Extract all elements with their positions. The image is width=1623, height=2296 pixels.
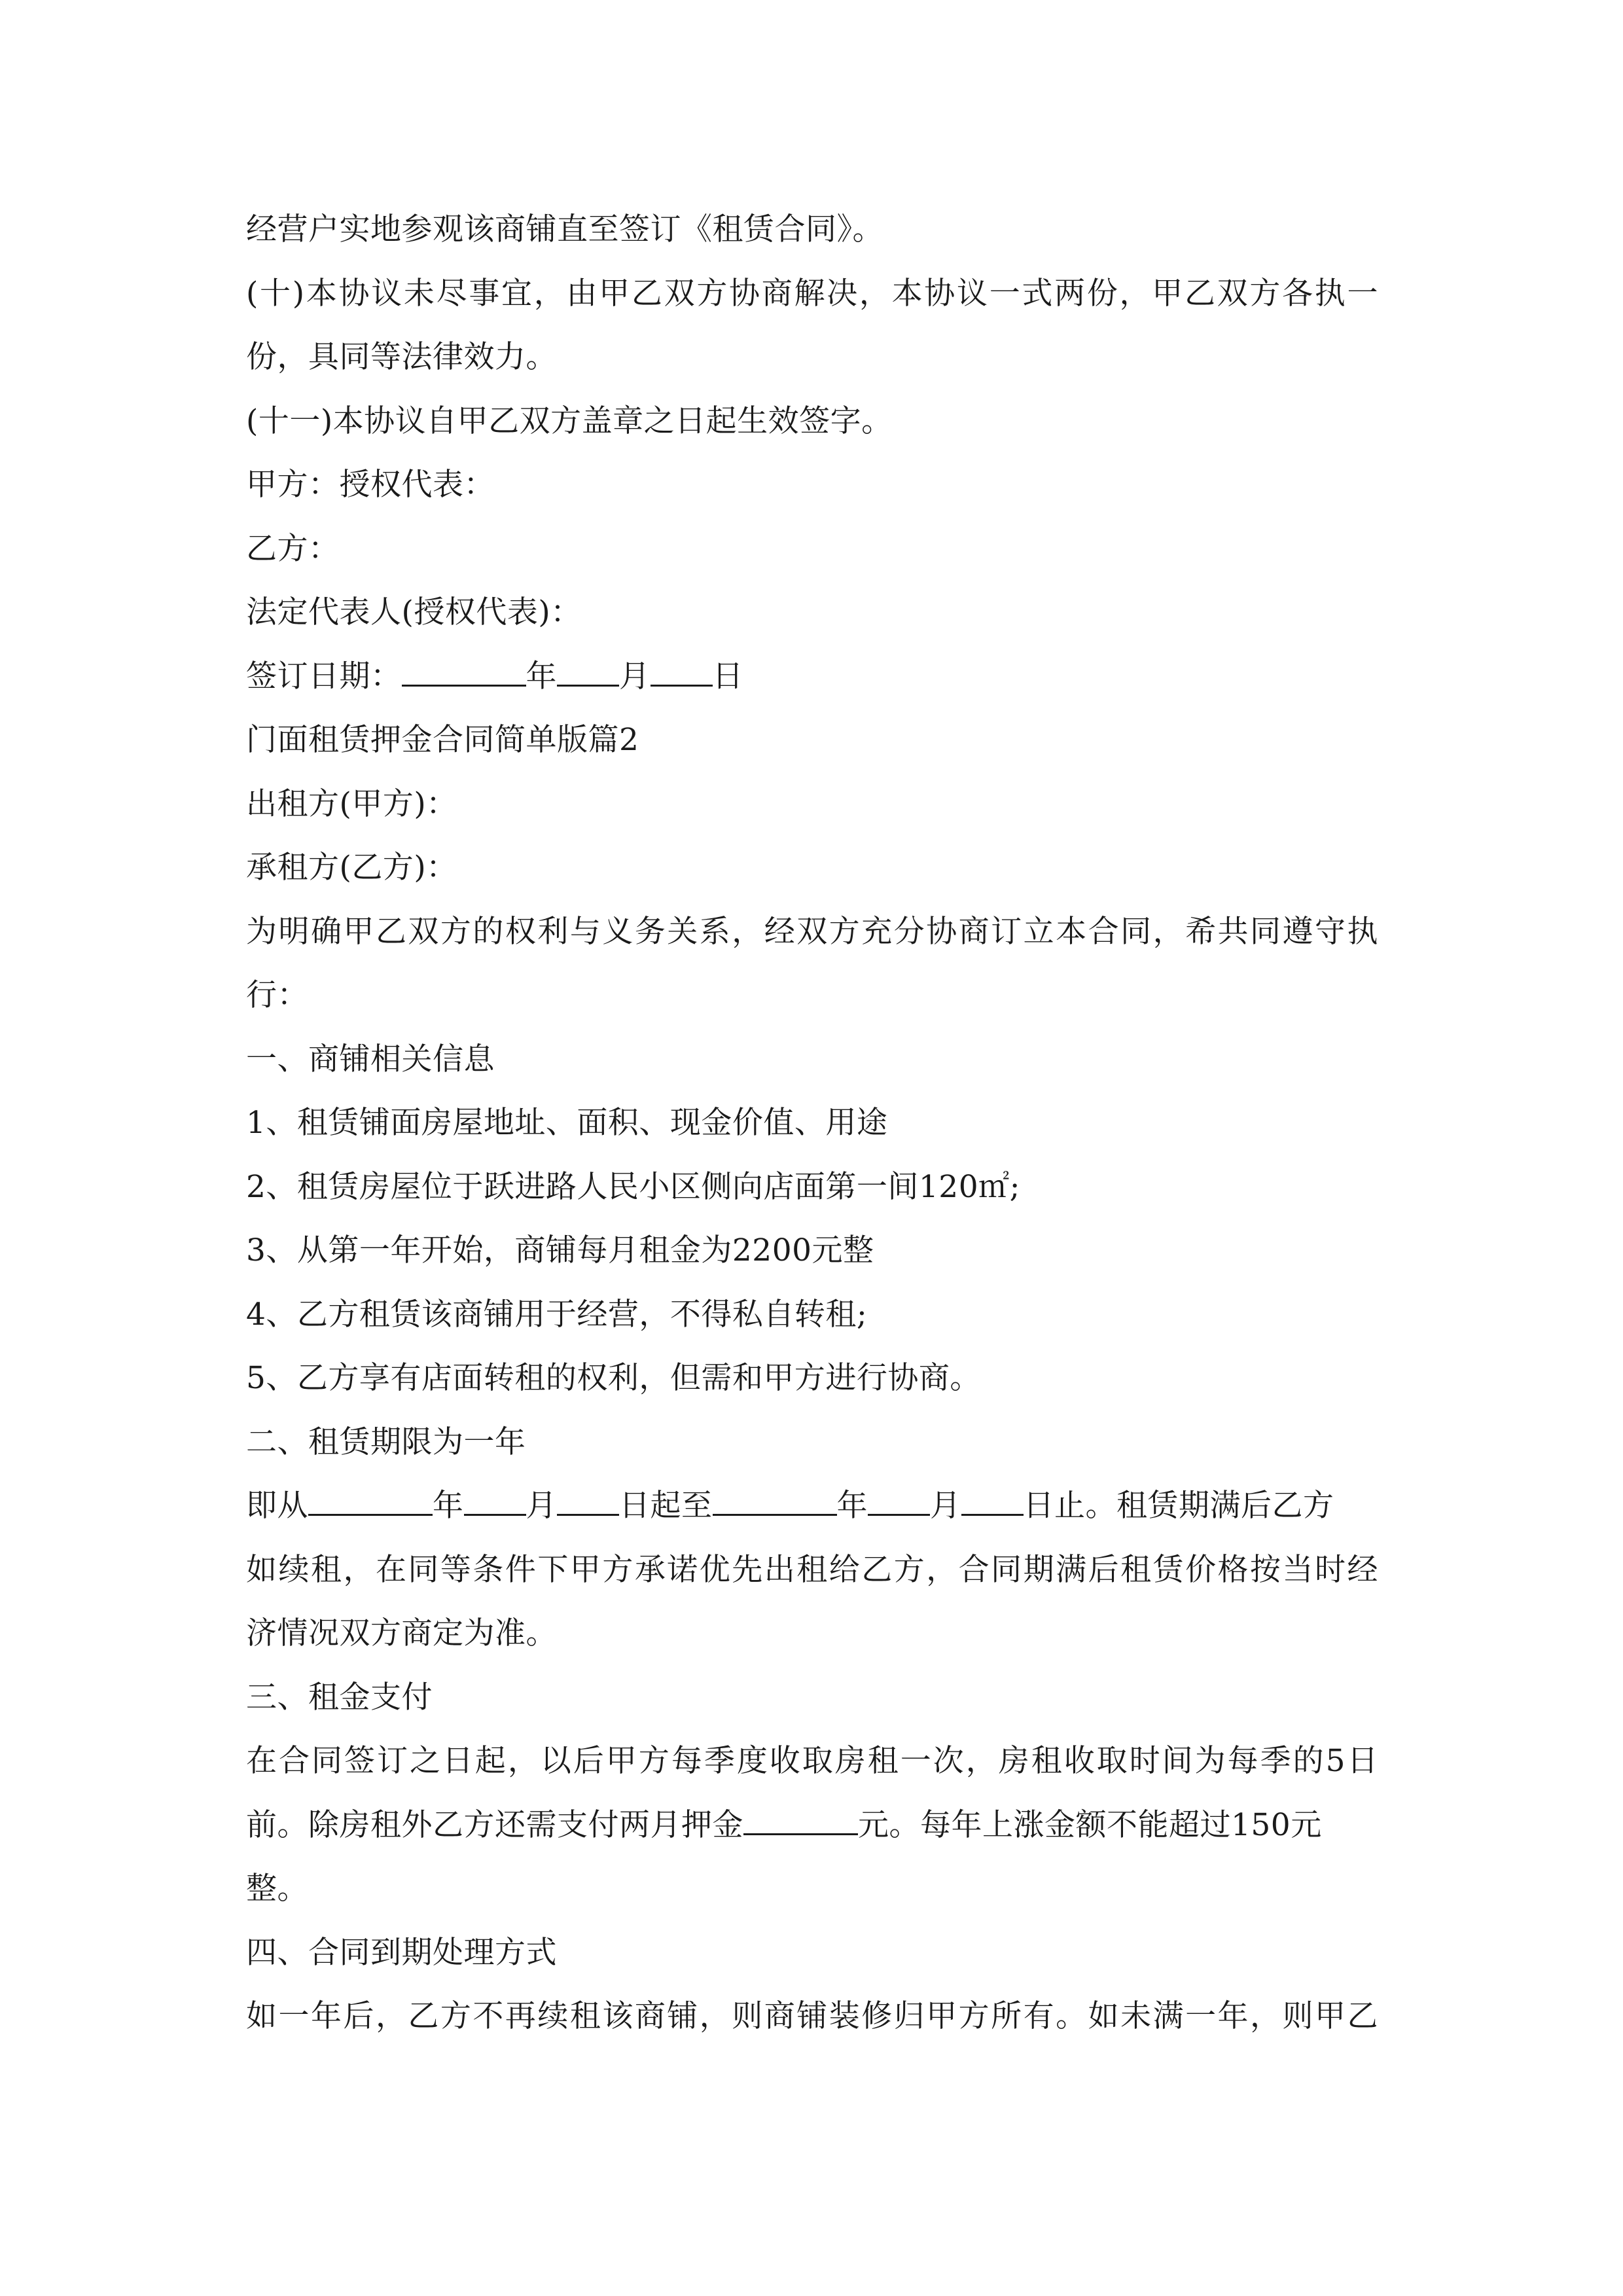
contract-text xyxy=(246,198,1378,2049)
year-blank xyxy=(308,1486,433,1516)
day-blank xyxy=(557,1486,619,1516)
month-blank xyxy=(868,1486,930,1516)
month-blank xyxy=(557,656,619,686)
text-line: 济情况双方商定为准。 xyxy=(246,1615,557,1651)
text-line: 如续租，在同等条件下甲方承诺优先出租给乙方，合同期满后租赁价格按当时经 xyxy=(246,1551,1378,1588)
heading-lease-term: 二、租赁期限为一年 xyxy=(246,1424,526,1460)
lessee-label: 承租方(乙方)： xyxy=(246,850,457,886)
preamble: 为明确甲乙双方的权利与义务关系，经双方充分协商订立本合同，希共同遵守执 xyxy=(246,913,1378,950)
text-line: 整。 xyxy=(246,1871,308,1907)
lessor-label: 出租方(甲方)： xyxy=(246,785,457,822)
text-line: 如一年后，乙方不再续租该商铺，则商铺装修归甲方所有。如未满一年，则甲乙 xyxy=(246,1998,1378,2034)
day-blank xyxy=(651,656,713,686)
section-title: 门面租赁押金合同简单版篇2 xyxy=(246,722,639,758)
month-blank xyxy=(464,1486,526,1516)
list-item: 4、乙方租赁该商铺用于经营，不得私自转租; xyxy=(246,1296,868,1333)
text-line: 份，具同等法律效力。 xyxy=(246,339,557,375)
party-a-signature-label: 甲方：授权代表： xyxy=(246,467,495,503)
heading-rent-payment: 三、租金支付 xyxy=(246,1679,433,1715)
lease-period-line: 即从 年 月 日起至 年 月 日止。租赁期满后乙方 xyxy=(246,1474,1378,1538)
clause-11: (十一)本协议自甲乙双方盖章之日起生效签字。 xyxy=(246,403,893,439)
list-item: 1、租赁铺面房屋地址、面积、现金价值、用途 xyxy=(246,1105,888,1141)
year-blank xyxy=(402,656,526,686)
party-b-signature-label: 乙方： xyxy=(246,530,340,567)
year-blank xyxy=(713,1486,837,1516)
legal-representative-label: 法定代表人(授权代表)： xyxy=(246,594,582,630)
deposit-line: 前。除房租外乙方还需支付两月押金 元。每年上涨金额不能超过150元 xyxy=(246,1793,1378,1857)
list-item: 2、租赁房屋位于跃进路人民小区侧向店面第一间120㎡; xyxy=(246,1168,1020,1205)
day-blank xyxy=(961,1486,1024,1516)
text-line: 在合同签订之日起，以后甲方每季度收取房租一次，房租收取时间为每季的5日 xyxy=(246,1743,1378,1779)
text-line: 经营户实地参观该商铺直至签订《租赁合同》。 xyxy=(246,211,883,247)
text-line: 行： xyxy=(246,977,308,1013)
list-item: 5、乙方享有店面转租的权利，但需和甲方进行协商。 xyxy=(246,1360,981,1396)
deposit-amount-blank xyxy=(743,1805,858,1835)
clause-10: (十)本协议未尽事宜，由甲乙双方协商解决，本协议一式两份，甲乙双方各执一 xyxy=(246,275,1378,312)
list-item: 3、从第一年开始，商铺每月租金为2200元整 xyxy=(246,1232,874,1268)
heading-shop-info: 一、商铺相关信息 xyxy=(246,1041,495,1077)
signing-date-line: 签订日期： 年 月 日 xyxy=(246,645,1378,709)
heading-expiry-handling: 四、合同到期处理方式 xyxy=(246,1934,557,1971)
